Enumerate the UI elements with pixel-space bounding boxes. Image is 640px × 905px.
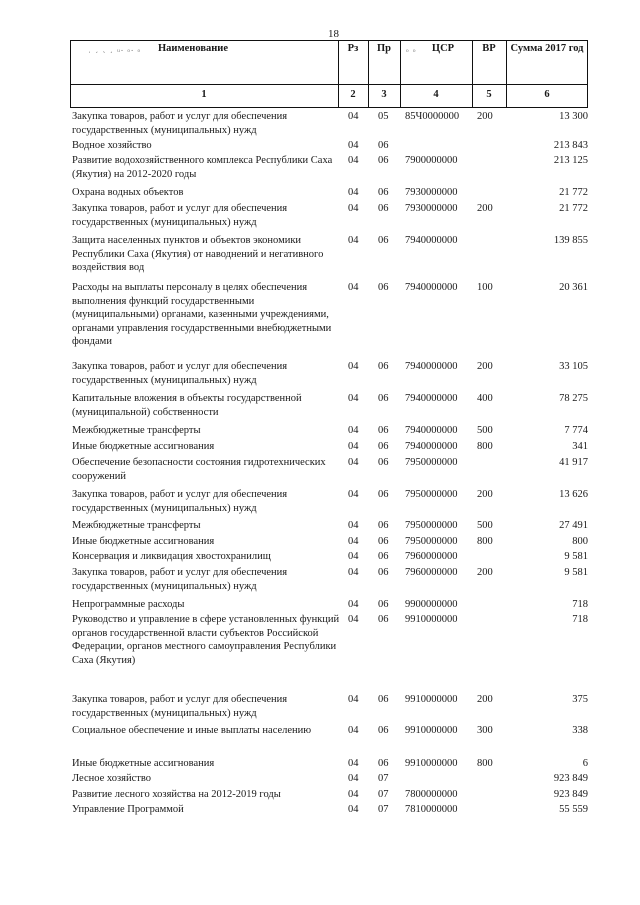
row-pr: 06 — [378, 235, 389, 246]
row-csr: 7800000000 — [405, 789, 458, 800]
row-csr: 7950000000 — [405, 457, 458, 468]
table-header — [70, 40, 588, 108]
row-sum: 213 843 — [553, 140, 588, 151]
row-name: Закупка товаров, работ и услуг для обеспечения государственных (муниципальных) нужд — [72, 361, 288, 386]
row-name: Закупка товаров, работ и услуг для обеспечения государственных (муниципальных) нужд — [72, 111, 288, 136]
row-csr: 7940000000 — [405, 393, 458, 404]
row-name: Иные бюджетные ассигнования — [72, 536, 215, 547]
row-vr: 400 — [477, 393, 493, 404]
column-header-csr: ЦСР — [431, 43, 455, 54]
row-csr: 7900000000 — [405, 155, 458, 166]
header-row-divider — [70, 84, 588, 85]
page-number: 18 — [328, 28, 339, 40]
row-rz: 04 — [348, 489, 359, 500]
row-sum: 55 559 — [559, 804, 588, 815]
row-rz: 04 — [348, 599, 359, 610]
row-csr: 7950000000 — [405, 536, 458, 547]
row-vr: 200 — [477, 111, 493, 122]
row-pr: 06 — [378, 694, 389, 705]
row-csr: 7950000000 — [405, 489, 458, 500]
row-rz: 04 — [348, 758, 359, 769]
row-sum: 9 581 — [564, 567, 588, 578]
row-sum: 78 275 — [559, 393, 588, 404]
row-pr: 06 — [378, 536, 389, 547]
row-pr: 06 — [378, 155, 389, 166]
row-name: Защита населенных пунктов и объектов экономики Республики Саха (Якутия) от наводнений и негативного воздействия вод — [72, 235, 324, 273]
row-name: Социальное обеспечение и иные выплаты населению — [72, 725, 312, 736]
row-name: Развитие лесного хозяйства на 2012-2019 годы — [72, 789, 281, 800]
row-rz: 04 — [348, 203, 359, 214]
row-csr: 7950000000 — [405, 520, 458, 531]
row-pr: 06 — [378, 425, 389, 436]
row-name: Лесное хозяйство — [72, 773, 151, 784]
row-sum: 7 774 — [564, 425, 588, 436]
row-csr: 7810000000 — [405, 804, 458, 815]
row-csr: 7940000000 — [405, 441, 458, 452]
row-pr: 06 — [378, 551, 389, 562]
row-pr: 06 — [378, 567, 389, 578]
row-sum: 41 917 — [559, 457, 588, 468]
row-pr: 06 — [378, 140, 389, 151]
row-sum: 6 — [582, 758, 588, 769]
row-csr: 7960000000 — [405, 567, 458, 578]
row-pr: 06 — [378, 725, 389, 736]
row-name: Водное хозяйство — [72, 140, 152, 151]
row-name: Охрана водных объектов — [72, 187, 184, 198]
row-sum: 13 300 — [559, 111, 588, 122]
row-vr: 300 — [477, 725, 493, 736]
column-number: 6 — [544, 89, 550, 100]
row-rz: 04 — [348, 789, 359, 800]
row-sum: 13 626 — [559, 489, 588, 500]
row-pr: 06 — [378, 614, 389, 625]
row-name: Консервация и ликвидация хвостохранилищ — [72, 551, 271, 562]
row-rz: 04 — [348, 282, 359, 293]
row-rz: 04 — [348, 140, 359, 151]
row-sum: 213 125 — [553, 155, 588, 166]
row-sum: 20 361 — [559, 282, 588, 293]
row-pr: 06 — [378, 187, 389, 198]
row-name: Развитие водохозяйственного комплекса Республики Саха (Якутия) на 2012-2020 годы — [72, 155, 333, 180]
row-rz: 04 — [348, 551, 359, 562]
row-vr: 500 — [477, 425, 493, 436]
row-csr: 7960000000 — [405, 551, 458, 562]
row-name: Капитальные вложения в объекты государственной (муниципальной) собственности — [72, 393, 302, 418]
row-name: Иные бюджетные ассигнования — [72, 441, 215, 452]
row-pr: 06 — [378, 282, 389, 293]
row-rz: 04 — [348, 694, 359, 705]
row-csr: 85Ч0000000 — [405, 111, 460, 122]
row-csr: 7940000000 — [405, 282, 458, 293]
row-sum: 375 — [572, 694, 588, 705]
row-csr: 7930000000 — [405, 187, 458, 198]
row-rz: 04 — [348, 425, 359, 436]
row-sum: 341 — [572, 441, 588, 452]
column-header-vr: ВР — [482, 43, 496, 54]
row-vr: 500 — [477, 520, 493, 531]
row-sum: 718 — [572, 599, 588, 610]
row-csr: 7930000000 — [405, 203, 458, 214]
row-sum: 21 772 — [559, 187, 588, 198]
row-rz: 04 — [348, 155, 359, 166]
column-header-rz: Рз — [347, 43, 359, 54]
row-sum: 923 849 — [553, 789, 588, 800]
row-rz: 04 — [348, 520, 359, 531]
row-name: Закупка товаров, работ и услуг для обеспечения государственных (муниципальных) нужд — [72, 203, 288, 228]
row-rz: 04 — [348, 111, 359, 122]
row-rz: 04 — [348, 235, 359, 246]
row-sum: 718 — [572, 614, 588, 625]
row-sum: 139 855 — [553, 235, 588, 246]
column-number: 1 — [201, 89, 207, 100]
row-vr: 200 — [477, 694, 493, 705]
row-rz: 04 — [348, 536, 359, 547]
row-sum: 33 105 — [559, 361, 588, 372]
row-rz: 04 — [348, 361, 359, 372]
row-rz: 04 — [348, 804, 359, 815]
column-number: 5 — [486, 89, 492, 100]
row-vr: 100 — [477, 282, 493, 293]
column-header-name: Наименование — [158, 43, 228, 54]
column-header-sum: Сумма 2017 год — [510, 43, 584, 54]
row-name: Закупка товаров, работ и услуг для обеспечения государственных (муниципальных) нужд — [72, 489, 288, 514]
row-name: Управление Программой — [72, 804, 184, 815]
row-csr: 9910000000 — [405, 694, 458, 705]
row-pr: 05 — [378, 111, 389, 122]
row-pr: 06 — [378, 441, 389, 452]
row-rz: 04 — [348, 773, 359, 784]
column-number: 2 — [350, 89, 356, 100]
row-pr: 06 — [378, 489, 389, 500]
row-pr: 06 — [378, 457, 389, 468]
row-rz: 04 — [348, 725, 359, 736]
row-vr: 200 — [477, 361, 493, 372]
column-number: 3 — [381, 89, 387, 100]
row-pr: 07 — [378, 773, 389, 784]
row-csr: 9910000000 — [405, 614, 458, 625]
row-name: Обеспечение безопасности состояния гидротехнических сооружений — [72, 457, 326, 482]
row-vr: 200 — [477, 489, 493, 500]
row-rz: 04 — [348, 187, 359, 198]
row-name: Руководство и управление в сфере установленных функций органов государственной власти субъектов Российской Федерации, органов местного самоуправления Республики Саха (Якутия) — [72, 614, 340, 666]
row-pr: 06 — [378, 520, 389, 531]
row-sum: 21 772 — [559, 203, 588, 214]
row-vr: 800 — [477, 758, 493, 769]
row-pr: 06 — [378, 203, 389, 214]
row-vr: 800 — [477, 441, 493, 452]
column-number: 4 — [433, 89, 439, 100]
row-rz: 04 — [348, 441, 359, 452]
row-rz: 04 — [348, 567, 359, 578]
row-csr: 9910000000 — [405, 758, 458, 769]
scan-noise: ˌ ͵ ˏ ͵ ᵤ. ₒ. ₒ — [88, 43, 142, 53]
row-pr: 06 — [378, 393, 389, 404]
scan-noise: ₒ ₒ — [406, 43, 417, 53]
column-header-pr: Пр — [376, 43, 391, 54]
row-rz: 04 — [348, 393, 359, 404]
row-csr: 9900000000 — [405, 599, 458, 610]
row-name: Расходы на выплаты персоналу в целях обеспечения выполнения функций государственными (муниципальными) органами, казенными учреждениями, органами управления государственными внебюджетными фондами — [72, 282, 332, 347]
row-name: Закупка товаров, работ и услуг для обеспечения государственных (муниципальных) нужд — [72, 567, 288, 592]
row-sum: 800 — [572, 536, 588, 547]
row-pr: 06 — [378, 758, 389, 769]
row-name: Закупка товаров, работ и услуг для обеспечения государственных (муниципальных) нужд — [72, 694, 288, 719]
row-vr: 800 — [477, 536, 493, 547]
row-rz: 04 — [348, 614, 359, 625]
row-name: Межбюджетные трансферты — [72, 425, 201, 436]
row-csr: 7940000000 — [405, 361, 458, 372]
row-csr: 7940000000 — [405, 235, 458, 246]
row-name: Непрограммные расходы — [72, 599, 185, 610]
row-sum: 338 — [572, 725, 588, 736]
row-vr: 200 — [477, 567, 493, 578]
row-name: Межбюджетные трансферты — [72, 520, 201, 531]
row-sum: 27 491 — [559, 520, 588, 531]
row-name: Иные бюджетные ассигнования — [72, 758, 215, 769]
row-pr: 07 — [378, 789, 389, 800]
row-pr: 06 — [378, 361, 389, 372]
row-vr: 200 — [477, 203, 493, 214]
row-pr: 07 — [378, 804, 389, 815]
row-sum: 9 581 — [564, 551, 588, 562]
row-rz: 04 — [348, 457, 359, 468]
row-csr: 9910000000 — [405, 725, 458, 736]
row-sum: 923 849 — [553, 773, 588, 784]
row-csr: 7940000000 — [405, 425, 458, 436]
row-pr: 06 — [378, 599, 389, 610]
